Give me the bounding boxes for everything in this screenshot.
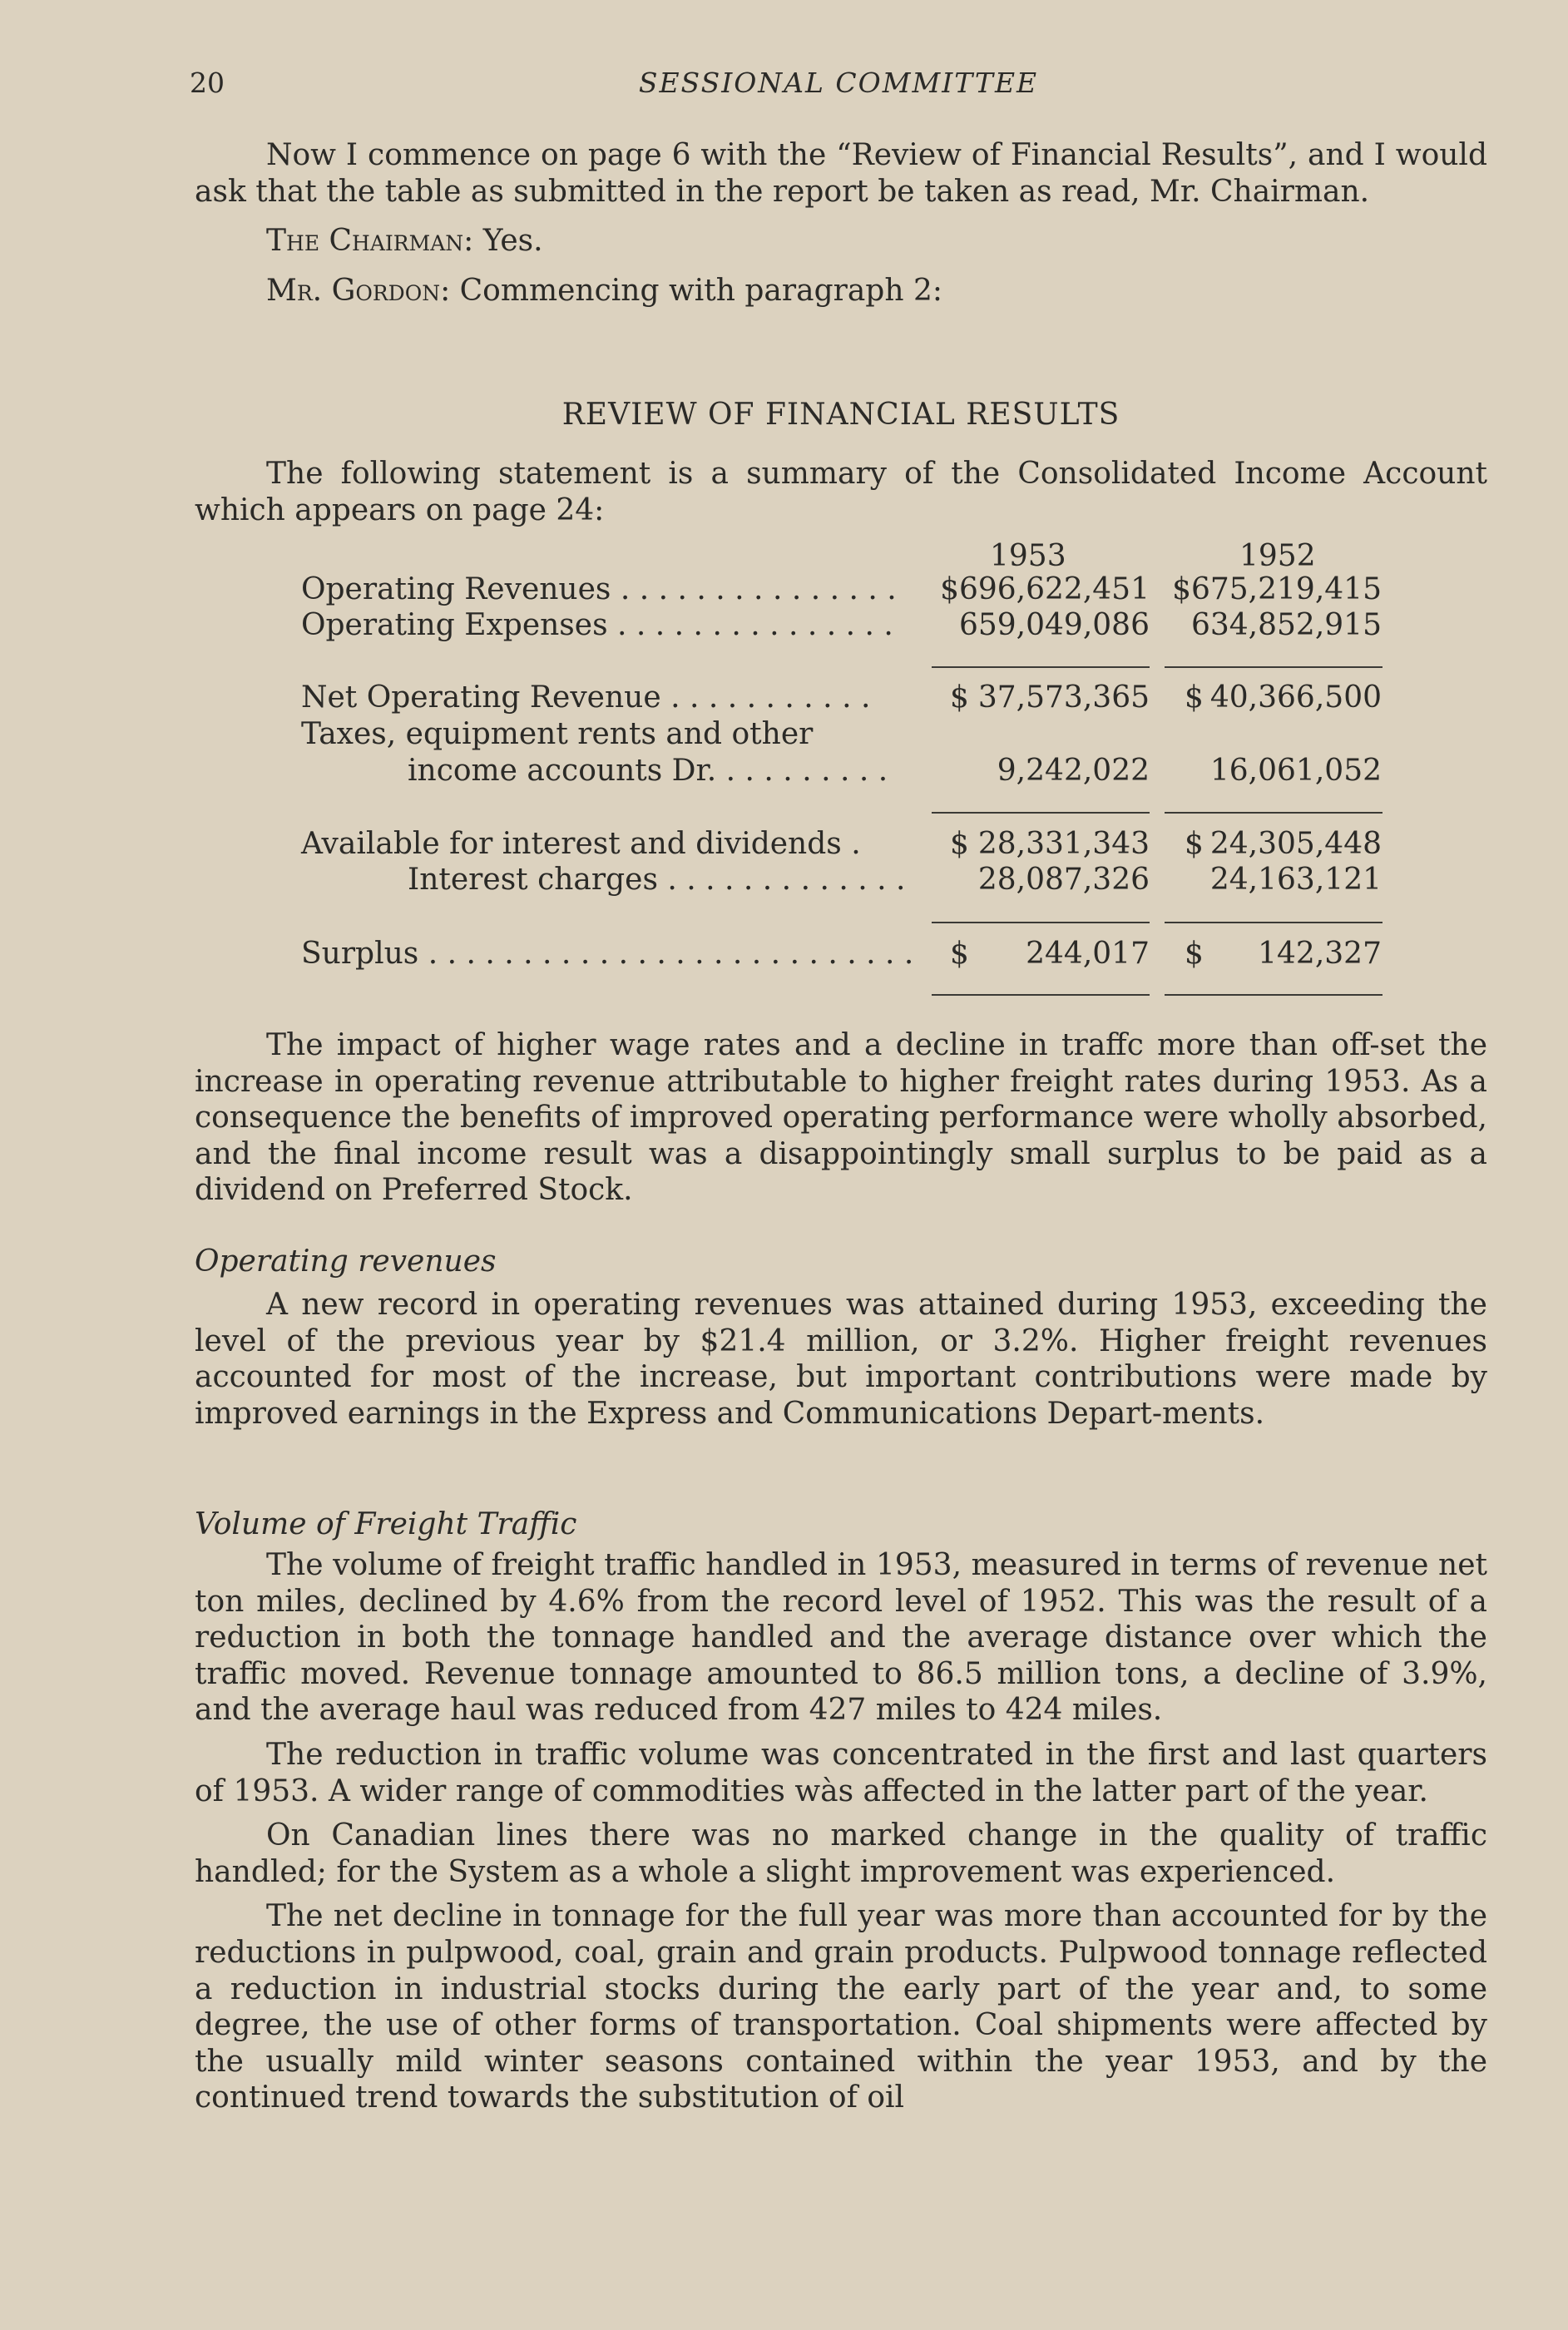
- dollar-sign: $: [950, 937, 969, 971]
- table-cell-1952: 634,852,915: [1190, 608, 1382, 642]
- table-cell-1952: $675,219,415: [1172, 572, 1382, 606]
- table-row-label: Surplus . . . . . . . . . . . . . . . . . . . . . . . . . .: [301, 937, 914, 971]
- impact-block: [195, 1027, 1487, 1209]
- table-row-label: Taxes, equipment rents and other: [301, 717, 814, 751]
- speaker-chairman: The Chairman: [266, 224, 464, 259]
- table-rule: [932, 994, 1150, 996]
- year-header-1952: 1952: [1239, 539, 1316, 573]
- chairman-reply: [195, 223, 1487, 260]
- table-cell-1953: 659,049,086: [958, 608, 1150, 642]
- table-cell-1953: 9,242,022: [997, 754, 1150, 788]
- subheading-operating-revenues: Operating revenues: [195, 1244, 497, 1279]
- impact-paragraph: The impact of higher wage rates and a decline in traffc more than off-set the increase in operating revenue attributable to higher freight rates during 1953. As a consequence the benefits of improved operating performance were wholly absorbed, and the final income result was a disappointingly small surplus to be paid as a dividend on Preferred Stock.: [195, 1028, 1487, 1208]
- chairman-text: : Yes.: [463, 224, 543, 259]
- year-header-1953: 1953: [990, 539, 1066, 573]
- page-number: 20: [190, 67, 225, 99]
- dollar-sign: $: [1185, 680, 1204, 715]
- section-heading: REVIEW OF FINANCIAL RESULTS: [561, 398, 1120, 432]
- table-rule: [1165, 666, 1383, 668]
- table-cell-1953: 37,573,365: [977, 680, 1150, 715]
- table-cell-1952: 24,163,121: [1209, 863, 1382, 897]
- review-lead-paragraph: The following statement is a summary of the Consolidated Income Account which appears on page 24:: [195, 457, 1487, 527]
- table-cell-1952: 40,366,500: [1209, 680, 1382, 715]
- page-header: [190, 67, 1487, 108]
- gordon-text: : Commencing with paragraph 2:: [440, 273, 942, 308]
- subheading-freight-traffic: Volume of Freight Traffic: [195, 1507, 577, 1541]
- table-rule: [1165, 994, 1383, 996]
- table-row-label: Available for interest and dividends .: [301, 827, 861, 861]
- table-cell-1952: 142,327: [1258, 937, 1382, 971]
- table-row-label: income accounts Dr. . . . . . . . . .: [408, 754, 888, 788]
- operating-revenues-paragraph: A new record in operating revenues was attained during 1953, exceeding the level of the previous year by $21.4 million, or 3.2%. Higher freight revenues accounted for most of the increase, but important contributions were made by improved earnings in the Express and Communications Depart-ments.: [195, 1288, 1487, 1431]
- dollar-sign: $: [1185, 827, 1204, 861]
- dollar-sign: $: [950, 827, 969, 861]
- gordon-statement: [195, 273, 1487, 309]
- speaker-gordon: Mr. Gordon: [266, 273, 441, 308]
- intro-paragraph: Now I commence on page 6 with the “Review of Financial Results”, and I would ask that the table as submitted in the report be taken as read, Mr. Chairman.: [195, 138, 1487, 209]
- table-rule: [1165, 922, 1383, 923]
- freight-paragraph: The reduction in traffic volume was concentrated in the first and last quarters of 1953. A wider range of commodities wàs affected in the latter part of the year.: [195, 1737, 1487, 1808]
- table-row-label: Operating Expenses . . . . . . . . . . . . . . .: [301, 608, 893, 642]
- review-lead: [195, 456, 1487, 528]
- table-cell-1952: 16,061,052: [1209, 754, 1382, 788]
- operating-revenues-block: [195, 1287, 1487, 1432]
- table-cell-1952: 24,305,448: [1209, 827, 1382, 861]
- table-cell-1953: 28,087,326: [977, 863, 1150, 897]
- table-cell-1953: 244,017: [1026, 937, 1150, 971]
- table-rule: [1165, 812, 1383, 814]
- intro-block: [195, 137, 1487, 309]
- table-rule: [932, 666, 1150, 668]
- freight-paragraph: The volume of freight traffic handled in 1953, measured in terms of revenue net ton miles, declined by 4.6% from the record level of 1952. This was the result of a reduction in both the tonnage handled and the average distance over which the traffic moved. Revenue tonnage amounted to 86.5 million tons, a decline of 3.9%, and the average haul was reduced from 427 miles to 424 miles.: [195, 1548, 1487, 1728]
- dollar-sign: $: [1185, 937, 1204, 971]
- table-row-label: Interest charges . . . . . . . . . . . . .: [408, 863, 906, 897]
- table-cell-1953: $696,622,451: [940, 572, 1150, 606]
- freight-traffic-block: [195, 1547, 1487, 2116]
- table-row-label: Net Operating Revenue . . . . . . . . . . .: [301, 680, 871, 715]
- freight-paragraph: The net decline in tonnage for the full year was more than accounted for by the reductions in pulpwood, coal, grain and grain products. Pulpwood tonnage reflected a reduction in industrial stocks during the early part of the year and, to some degree, the use of other forms of transportation. Coal shipments were affected by the usually mild winter seasons contained within the year 1953, and by the continued trend towards the substitution of oil: [195, 1899, 1487, 2115]
- dollar-sign: $: [950, 680, 969, 715]
- running-head: SESSIONAL COMMITTEE: [638, 67, 1039, 99]
- table-rule: [932, 812, 1150, 814]
- freight-paragraph: On Canadian lines there was no marked change in the quality of traffic handled; for the System as a whole a slight improvement was experienced.: [195, 1818, 1487, 1889]
- table-cell-1953: 28,331,343: [977, 827, 1150, 861]
- table-rule: [932, 922, 1150, 923]
- table-row-label: Operating Revenues . . . . . . . . . . . . . . .: [301, 572, 897, 606]
